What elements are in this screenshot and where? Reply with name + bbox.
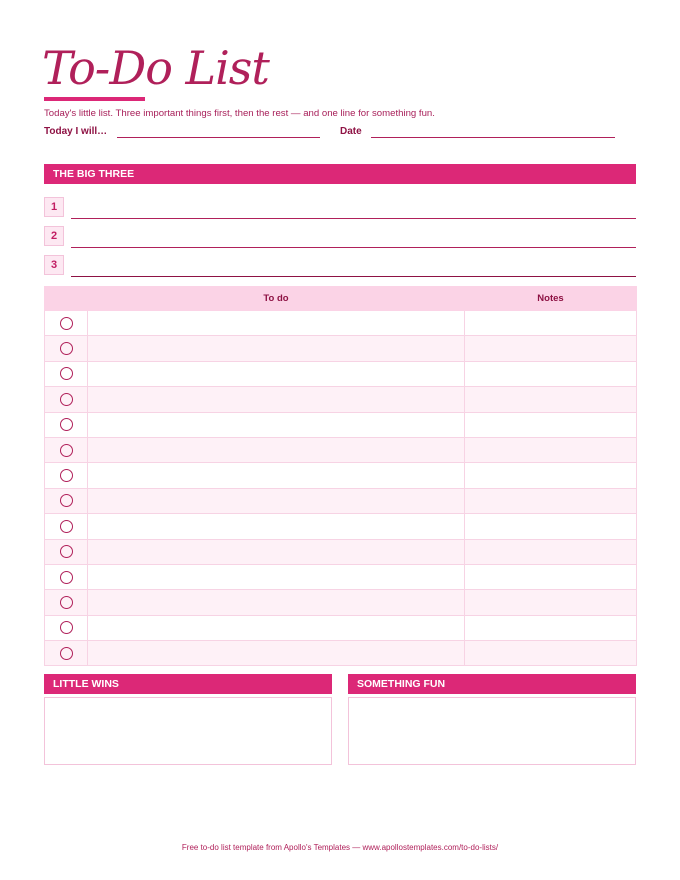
big-three-item (44, 255, 636, 277)
big-three-field[interactable] (71, 276, 636, 277)
notes-cell[interactable] (465, 514, 637, 539)
something-fun-box[interactable] (348, 697, 636, 765)
check-cell (45, 514, 88, 539)
todo-cell[interactable] (88, 361, 465, 386)
table-row (45, 463, 637, 488)
table-row (45, 564, 637, 589)
check-cell (45, 641, 88, 666)
today-field[interactable] (117, 137, 320, 138)
checkbox-circle-icon[interactable] (60, 469, 73, 482)
checkbox-circle-icon[interactable] (60, 571, 73, 584)
big-three-number: 2 (44, 226, 64, 246)
todo-table-body (45, 311, 637, 666)
notes-cell[interactable] (465, 615, 637, 640)
checkbox-circle-icon[interactable] (60, 393, 73, 406)
notes-column-header: Notes (465, 287, 637, 311)
date-field[interactable] (371, 137, 615, 138)
notes-cell[interactable] (465, 437, 637, 462)
notes-cell[interactable] (465, 336, 637, 361)
check-cell (45, 361, 88, 386)
todo-cell[interactable] (88, 311, 465, 336)
todo-cell[interactable] (88, 336, 465, 361)
notes-cell[interactable] (465, 412, 637, 437)
checkbox-circle-icon[interactable] (60, 520, 73, 533)
footer-credit: Free to-do list template from Apollo's Templates — www.apollostemplates.com/to-do-lists/ (181, 843, 499, 852)
table-row (45, 514, 637, 539)
check-cell (45, 564, 88, 589)
todo-cell[interactable] (88, 539, 465, 564)
checkbox-circle-icon[interactable] (60, 367, 73, 380)
checkbox-circle-icon[interactable] (60, 444, 73, 457)
notes-cell[interactable] (465, 311, 637, 336)
table-row (45, 311, 637, 336)
date-label: Date (340, 126, 362, 137)
table-row (45, 488, 637, 513)
table-row (45, 336, 637, 361)
checkbox-circle-icon[interactable] (60, 596, 73, 609)
check-cell (45, 437, 88, 462)
todo-cell[interactable] (88, 488, 465, 513)
checkbox-circle-icon[interactable] (60, 545, 73, 558)
notes-cell[interactable] (465, 488, 637, 513)
notes-cell[interactable] (465, 641, 637, 666)
todo-cell[interactable] (88, 437, 465, 462)
notes-cell[interactable] (465, 564, 637, 589)
todo-cell[interactable] (88, 463, 465, 488)
table-row (45, 641, 637, 666)
little-wins-box[interactable] (44, 697, 332, 765)
big-three-heading: THE BIG THREE (44, 164, 636, 184)
today-label: Today I will… (44, 126, 108, 137)
todo-cell[interactable] (88, 615, 465, 640)
check-cell (45, 311, 88, 336)
table-row (45, 361, 637, 386)
table-row (45, 615, 637, 640)
todo-column-header: To do (88, 287, 465, 311)
todo-cell[interactable] (88, 412, 465, 437)
something-fun-heading: SOMETHING FUN (348, 674, 636, 694)
todo-cell[interactable] (88, 590, 465, 615)
big-three-number: 1 (44, 197, 64, 217)
todo-table (44, 286, 637, 666)
page-subtitle: Today's little list. Three important things first, then the rest — and one line for something fun. (44, 108, 435, 119)
table-row (45, 437, 637, 462)
check-cell (45, 488, 88, 513)
check-cell (45, 539, 88, 564)
todo-cell[interactable] (88, 387, 465, 412)
checkbox-circle-icon[interactable] (60, 418, 73, 431)
little-wins-heading: LITTLE WINS (44, 674, 332, 694)
title-underline (44, 97, 145, 101)
table-row (45, 412, 637, 437)
check-cell (45, 463, 88, 488)
check-cell (45, 336, 88, 361)
check-column-header (45, 287, 88, 311)
big-three-item (44, 226, 636, 248)
notes-cell[interactable] (465, 463, 637, 488)
check-cell (45, 412, 88, 437)
todo-cell[interactable] (88, 564, 465, 589)
check-cell (45, 387, 88, 412)
todo-table-header (45, 287, 637, 311)
todo-cell[interactable] (88, 514, 465, 539)
checkbox-circle-icon[interactable] (60, 621, 73, 634)
checkbox-circle-icon[interactable] (60, 494, 73, 507)
table-row (45, 387, 637, 412)
checkbox-circle-icon[interactable] (60, 317, 73, 330)
notes-cell[interactable] (465, 590, 637, 615)
big-three-number: 3 (44, 255, 64, 275)
table-row (45, 539, 637, 564)
big-three-field[interactable] (71, 247, 636, 248)
notes-cell[interactable] (465, 387, 637, 412)
big-three-field[interactable] (71, 218, 636, 219)
notes-cell[interactable] (465, 539, 637, 564)
checkbox-circle-icon[interactable] (60, 647, 73, 660)
table-row (45, 590, 637, 615)
check-cell (45, 615, 88, 640)
todo-cell[interactable] (88, 641, 465, 666)
page-title: To-Do List (42, 41, 269, 95)
big-three-item (44, 197, 636, 219)
check-cell (45, 590, 88, 615)
notes-cell[interactable] (465, 361, 637, 386)
checkbox-circle-icon[interactable] (60, 342, 73, 355)
